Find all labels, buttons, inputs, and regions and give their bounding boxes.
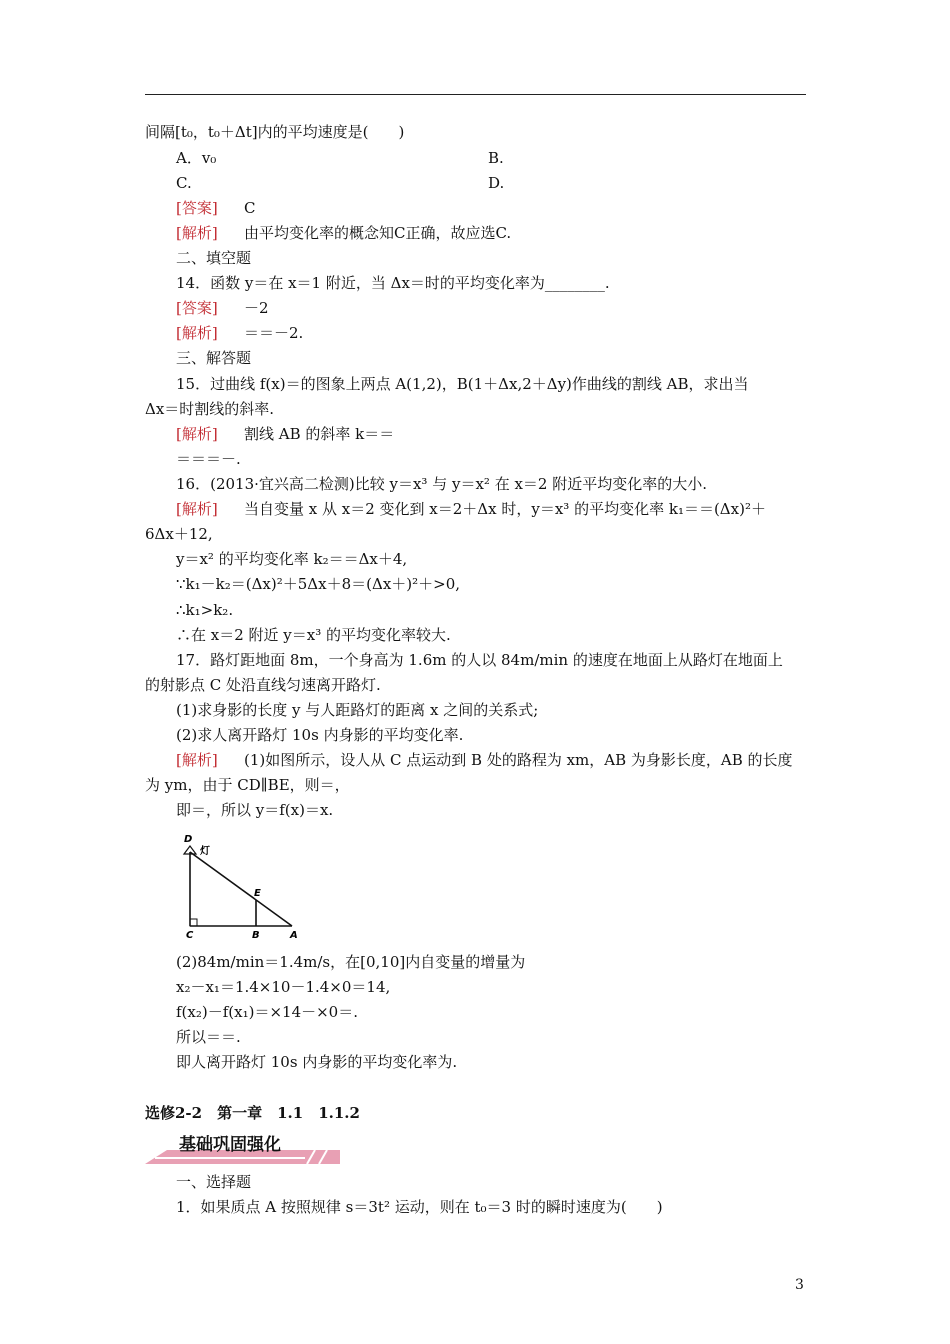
analysis-label: [解析]: [176, 500, 218, 518]
section-banner: [145, 1130, 345, 1170]
analysis-text: 6Δx＋12,: [145, 525, 213, 543]
analysis-text: f(x₂)－f(x₁)＝×14－×0＝.: [176, 1003, 358, 1021]
analysis-text: y＝x² 的平均变化率 k₂＝＝Δx＋4,: [176, 550, 408, 568]
analysis-text: 即＝，所以 y＝f(x)＝x.: [176, 801, 334, 819]
banner-title: 基础巩固强化: [179, 1135, 281, 1155]
q1-stem: 1．如果质点 A 按照规律 s＝3t² 运动，则在 t₀＝3 时的瞬时速度为( ): [176, 1198, 663, 1216]
analysis-text: ＝＝＝－.: [176, 450, 241, 468]
analysis-label: [解析]: [176, 425, 218, 443]
analysis-text: 当自变量 x 从 x＝2 变化到 x＝2＋Δx 时，y＝x³ 的平均变化率 k₁＝＝(Δx)²＋: [244, 500, 766, 518]
q17-stem: 17．路灯距地面 8m，一个身高为 1.6m 的人以 84m/min 的速度在地面上从路灯在地面上: [176, 651, 783, 669]
point-b-label: B: [252, 930, 260, 941]
answer-text: C: [244, 199, 256, 217]
section-heading: 一、选择题: [176, 1173, 252, 1191]
q13-option-b: B.: [488, 149, 504, 167]
q14-stem: 14．函数 y＝在 x＝1 附近，当 Δx＝时的平均变化率为________.: [176, 274, 610, 292]
q15-stem: 15．过曲线 f(x)＝的图象上两点 A(1,2)，B(1＋Δx,2＋Δy)作曲线的割线 AB，求出当: [176, 375, 749, 393]
analysis-text: 即人离开路灯 10s 内身影的平均变化率为.: [176, 1053, 458, 1071]
lamp-shadow-figure: [170, 830, 310, 942]
analysis-label: [解析]: [176, 751, 218, 769]
answer-label: [答案]: [176, 299, 218, 317]
analysis-text: ＝＝－2.: [244, 324, 304, 342]
right-angle-mark: [190, 919, 197, 926]
analysis-text: ∵k₁－k₂＝(Δx)²＋5Δx＋8＝(Δx＋)²＋>0,: [176, 575, 461, 593]
lamp-label: 灯: [200, 846, 210, 857]
analysis-text: 由平均变化率的概念知C正确，故应选C.: [244, 224, 512, 242]
chapter-heading: 选修2-2 第一章 1.1 1.1.2: [145, 1104, 360, 1122]
q15-stem-cont: Δx＝时割线的斜率.: [145, 400, 275, 418]
q13-option-c: C.: [176, 174, 192, 192]
analysis-text: ∴k₁>k₂.: [176, 601, 234, 619]
analysis-label: [解析]: [176, 324, 218, 342]
point-e-label: E: [254, 888, 261, 899]
section-heading: 三、解答题: [176, 349, 252, 367]
analysis-text: 割线 AB 的斜率 k＝＝: [244, 425, 395, 443]
analysis-text: 为 ym，由于 CD∥BE，则＝，: [145, 776, 350, 794]
q16-stem: 16．(2013·宜兴高二检测)比较 y＝x³ 与 y＝x² 在 x＝2 附近平均变化率的大小.: [176, 475, 708, 493]
analysis-text: ∴在 x＝2 附近 y＝x³ 的平均变化率较大.: [176, 626, 451, 644]
header-rule: [145, 94, 806, 95]
q17-stem-cont: 的射影点 C 处沿直线匀速离开路灯.: [145, 676, 381, 694]
q17-part2: (2)求人离开路灯 10s 内身影的平均变化率.: [176, 726, 464, 744]
light-ray: [190, 852, 292, 926]
analysis-text: x₂－x₁＝1.4×10－1.4×0＝14,: [176, 978, 391, 996]
point-d-label: D: [184, 834, 193, 845]
q13-stem-cont: 间隔[t₀，t₀＋Δt]内的平均速度是( ): [145, 123, 405, 141]
q13-option-a: A．v₀: [176, 149, 217, 167]
answer-text: －2: [244, 299, 269, 317]
page-number: 3: [795, 1277, 804, 1293]
point-a-label: A: [290, 930, 298, 941]
point-c-label: C: [186, 930, 194, 941]
analysis-text: (1)如图所示，设人从 C 点运动到 B 处的路程为 xm，AB 为身影长度，AB 的长度: [244, 751, 793, 769]
section-heading: 二、填空题: [176, 249, 252, 267]
analysis-label: [解析]: [176, 224, 218, 242]
analysis-text: 所以＝＝.: [176, 1028, 241, 1046]
q13-option-d: D.: [488, 174, 505, 192]
answer-label: [答案]: [176, 199, 218, 217]
q17-part1: (1)求身影的长度 y 与人距路灯的距离 x 之间的关系式;: [176, 701, 539, 719]
analysis-text: (2)84m/min＝1.4m/s，在[0,10]内自变量的增量为: [176, 953, 526, 971]
